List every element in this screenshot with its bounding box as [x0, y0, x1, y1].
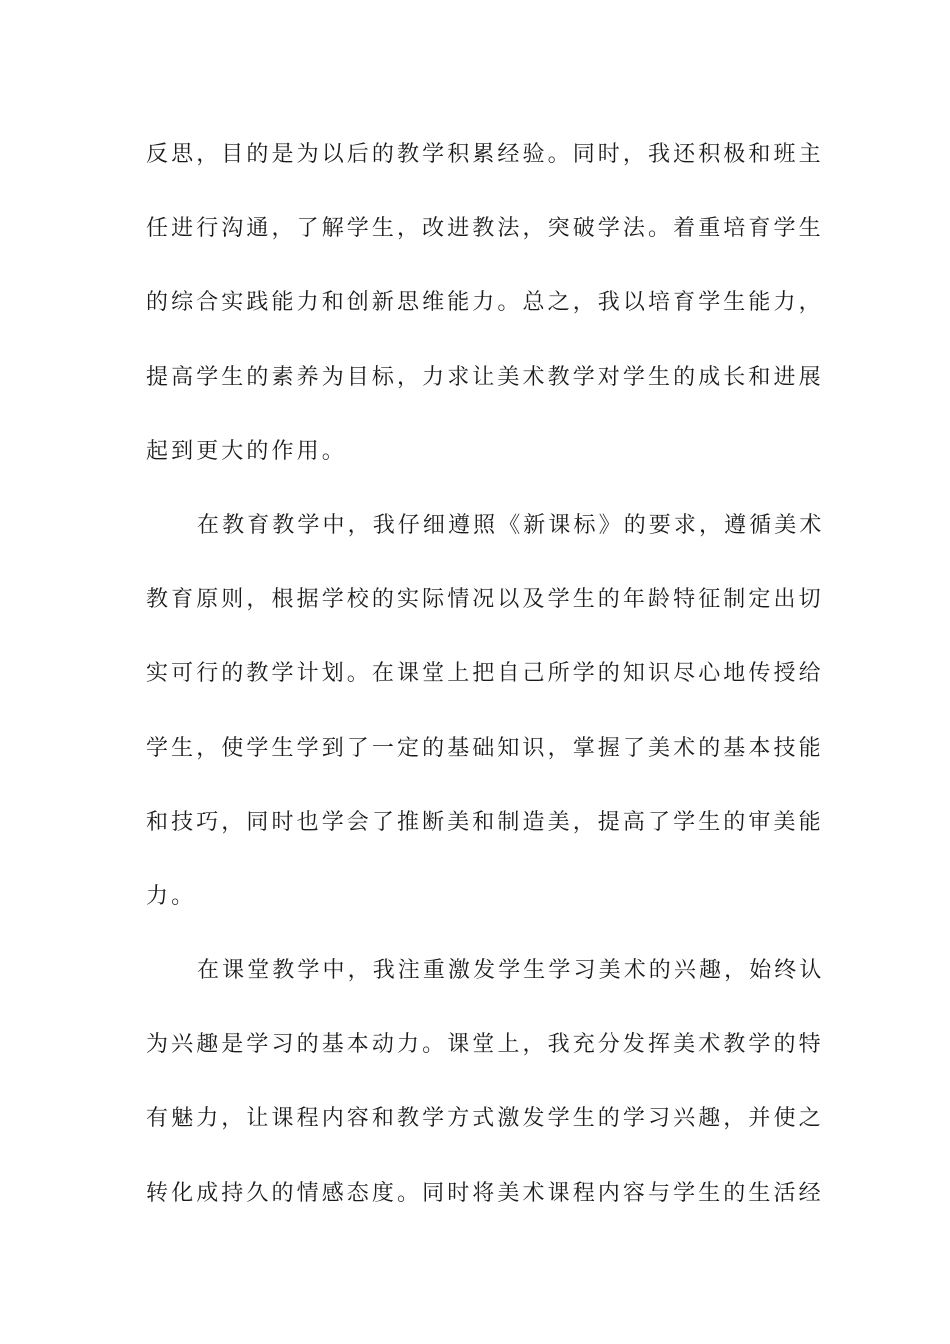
text-line: 力。: [146, 883, 197, 909]
text-line: 实可行的教学计划。在课堂上把自己所学的知识尽心地传授给: [146, 661, 824, 687]
text-line: 和技巧，同时也学会了推断美和制造美，提高了学生的审美能: [146, 809, 824, 835]
text-line: 任进行沟通，了解学生，改进教法，突破学法。着重培育学生: [146, 216, 824, 242]
text-line: 的综合实践能力和创新思维能力。总之，我以培育学生能力，: [146, 290, 824, 316]
text-line: 教育原则，根据学校的实际情况以及学生的年龄特征制定出切: [146, 587, 824, 613]
text-line: 为兴趣是学习的基本动力。课堂上，我充分发挥美术教学的特: [146, 1032, 824, 1058]
text-line: 有魅力，让课程内容和教学方式激发学生的学习兴趣，并使之: [146, 1106, 824, 1132]
text-line: 提高学生的素养为目标，力求让美术教学对学生的成长和进展: [146, 364, 824, 390]
paragraph-first-line: 在课堂教学中，我注重激发学生学习美术的兴趣，始终认: [197, 958, 825, 984]
text-line: 转化成持久的情感态度。同时将美术课程内容与学生的生活经: [146, 1180, 824, 1206]
text-line: 反思，目的是为以后的教学积累经验。同时，我还积极和班主: [146, 142, 824, 167]
document-body: [146, 130, 825, 1243]
text-line: 学生，使学生学到了一定的基础知识，掌握了美术的基本技能: [146, 735, 824, 761]
paragraph-first-line: 在教育教学中，我仔细遵照《新课标》的要求，遵循美术: [197, 512, 825, 538]
text-line: 起到更大的作用。: [146, 438, 347, 464]
